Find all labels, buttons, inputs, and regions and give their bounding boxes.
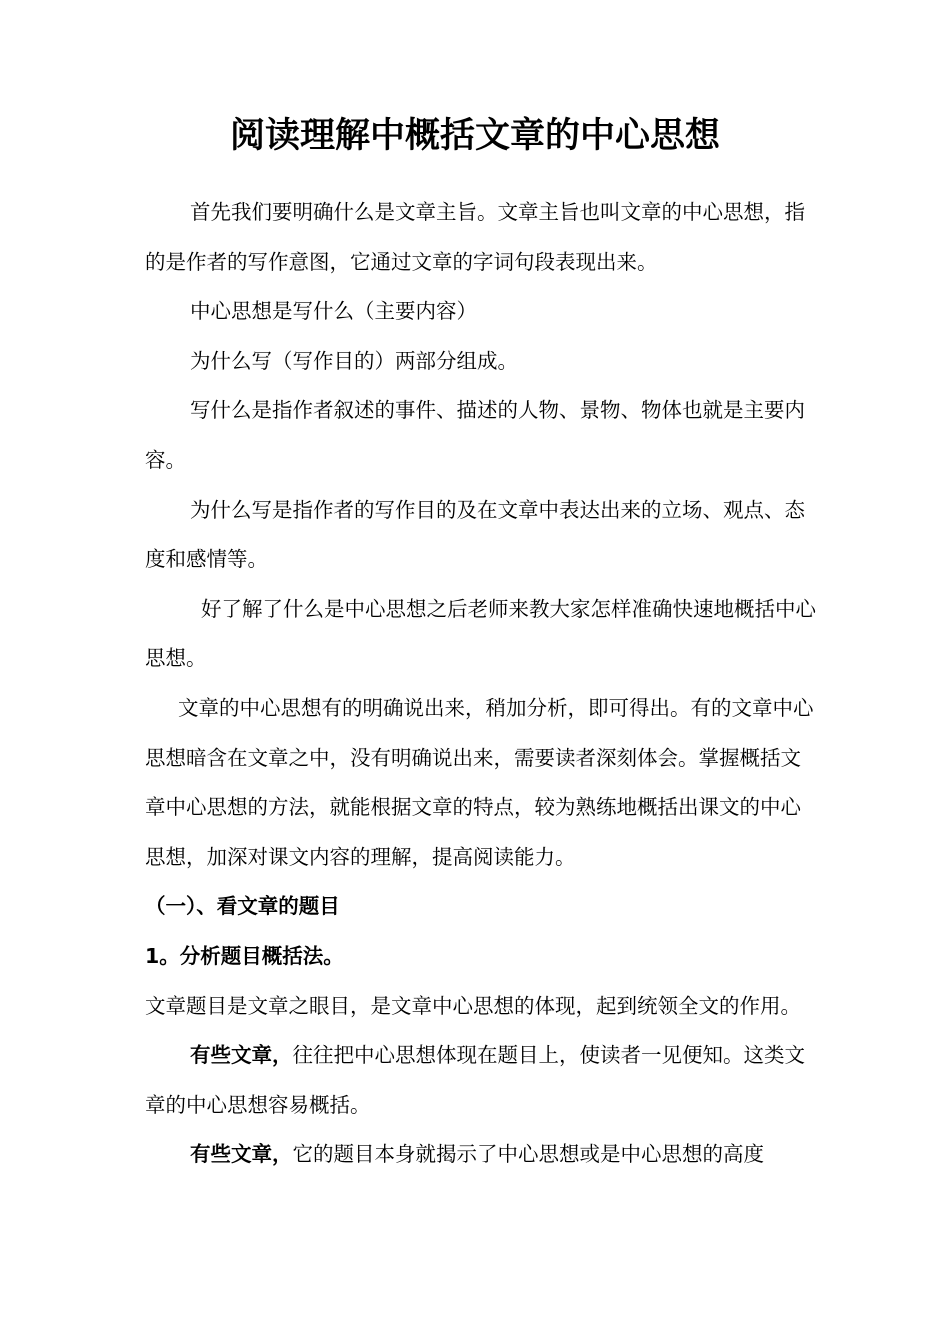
paragraph: 为什么写（写作目的）两部分组成。 (190, 348, 518, 373)
paragraph: 中心思想是写什么（主要内容） (190, 299, 477, 324)
paragraph (145, 1031, 817, 1130)
paragraph: 好了解了什么是中心思想之后老师来教大家怎样准确快速地概括中心思想。 (145, 596, 816, 671)
paragraph-text: 它的题目本身就揭示了中心思想或是中心思想的高度 (292, 1142, 764, 1167)
paragraph: 首先我们要明确什么是文章主旨。文章主旨也叫文章的中心思想，指的是作者的写作意图，它通过文章的字词句段表现出来。 (145, 200, 805, 274)
document-title: 阅读理解中概括文章的中心思想 (229, 116, 720, 156)
paragraph: 写什么是指作者叙述的事件、描述的人物、景物、物体也就是主要内容。 (145, 398, 805, 472)
subsection-heading: 1。分析题目概括法。 (145, 943, 344, 968)
paragraph-text: 往往把中心思想体现在题目上，使读者一见便知。这类文章的中心思想容易概括。 (145, 1043, 805, 1117)
paragraph-lead-in: 有些文章， (190, 1142, 293, 1167)
paragraph (145, 1130, 817, 1180)
section-heading: （一）、看文章的题目 (145, 894, 340, 919)
paragraph: 文章题目是文章之眼目，是文章中心思想的体现，起到统领全文的作用。 (145, 993, 801, 1018)
document-body (145, 188, 817, 1180)
paragraph-lead-in: 有些文章， (190, 1043, 293, 1068)
paragraph: 为什么写是指作者的写作目的及在文章中表达出来的立场、观点、态度和感情等。 (145, 497, 805, 572)
paragraph: 文章的中心思想有的明确说出来，稍加分析，即可得出。有的文章中心思想暗含在文章之中，没有明确说出来，需要读者深刻体会。掌握概括文章中心思想的方法，就能根据文章的特点，较为熟练地概括出课文的中心思想，加深对课文内容的理解，提高阅读能力。 (145, 695, 814, 869)
